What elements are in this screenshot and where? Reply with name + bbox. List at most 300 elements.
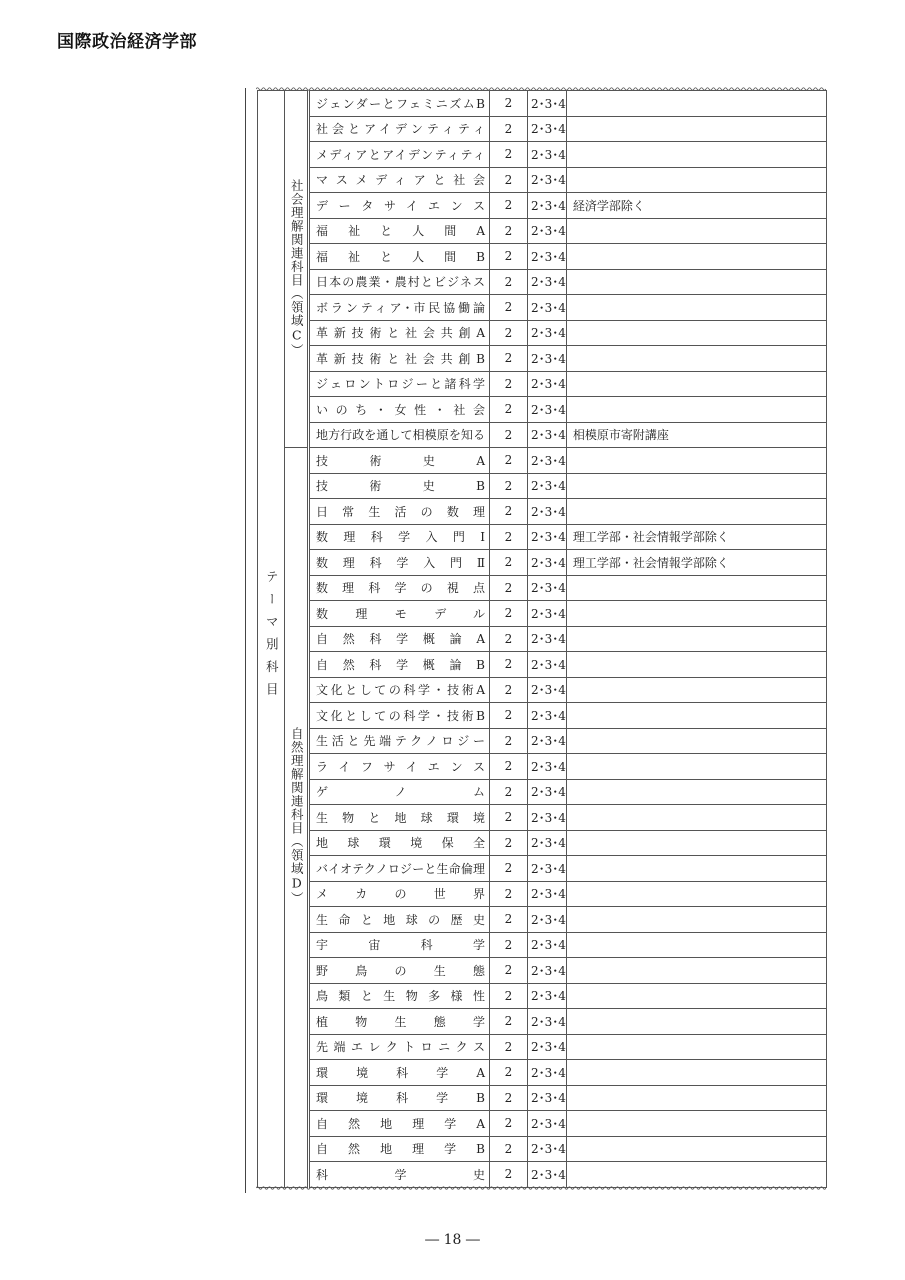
course-note-cell [566, 91, 826, 117]
table-row [258, 473, 827, 499]
course-name-cell [310, 626, 490, 652]
course-note-cell [566, 958, 826, 984]
course-note-cell [566, 779, 826, 805]
table-row [258, 575, 827, 601]
course-name: 自然科学概論B [316, 657, 485, 672]
course-credits-cell [490, 448, 528, 474]
course-note-cell [566, 269, 826, 295]
course-name: 社会とアイデンティティ [316, 122, 485, 137]
table-row [258, 1111, 827, 1137]
course-name: 数理科学入門Ⅱ [316, 555, 485, 570]
course-name-cell [310, 499, 490, 525]
course-note-cell [566, 1060, 826, 1086]
course-name-cell [310, 142, 490, 168]
course-years-cell [528, 320, 567, 346]
course-credits: 2 [504, 1014, 513, 1029]
course-years: 2･3･4 [531, 734, 566, 749]
table-row [258, 1162, 827, 1188]
course-name: 自然科学概論A [316, 632, 485, 647]
course-name-cell [310, 167, 490, 193]
left-margin-rule [245, 88, 246, 1193]
course-note: 理工学部・社会情報学部除く [572, 530, 729, 545]
table-row [258, 371, 827, 397]
course-note-cell [566, 652, 826, 678]
course-note-cell [566, 346, 826, 372]
table-row [258, 218, 827, 244]
course-note-cell [566, 907, 826, 933]
table-row [258, 397, 827, 423]
course-years: 2･3･4 [531, 147, 566, 162]
course-name-cell [310, 371, 490, 397]
course-note-cell [566, 295, 826, 321]
course-name: 環境科学B [316, 1091, 485, 1106]
course-name-cell [310, 320, 490, 346]
table-row [258, 269, 827, 295]
course-credits: 2 [504, 504, 513, 519]
course-name-cell [310, 91, 490, 117]
course-credits-cell [490, 779, 528, 805]
course-credits: 2 [504, 147, 513, 162]
table-row [258, 983, 827, 1009]
course-note-cell [566, 830, 826, 856]
course-years: 2･3･4 [531, 759, 566, 774]
course-name: 地方行政を通して相模原を知る [316, 428, 485, 443]
course-note-cell [566, 1162, 826, 1188]
course-years-cell [528, 1085, 567, 1111]
course-credits-cell [490, 626, 528, 652]
course-credits-cell [490, 346, 528, 372]
course-credits: 2 [504, 759, 513, 774]
course-note-cell [566, 728, 826, 754]
course-credits-cell [490, 218, 528, 244]
course-credits-cell [490, 907, 528, 933]
course-note-cell [566, 397, 826, 423]
course-note: 理工学部・社会情報学部除く [572, 555, 729, 570]
course-years: 2･3･4 [531, 224, 566, 239]
course-note-cell [566, 448, 826, 474]
course-name: ジェロントロジーと諸科学 [316, 377, 485, 392]
course-credits: 2 [504, 1167, 513, 1182]
course-years: 2･3･4 [531, 785, 566, 800]
course-note-cell [566, 116, 826, 142]
course-credits-cell [490, 499, 528, 525]
course-name: マスメディアと社会 [316, 173, 485, 188]
course-years-cell [528, 550, 567, 576]
course-name: 技術史B [316, 479, 485, 494]
course-name-cell [310, 295, 490, 321]
course-credits-cell [490, 295, 528, 321]
course-name: 生物と地球環境 [316, 810, 485, 825]
table-row [258, 244, 827, 270]
course-name-cell [310, 907, 490, 933]
course-name: 植物生態学 [316, 1014, 485, 1029]
wavy-break-bottom [256, 1185, 826, 1191]
course-note-cell [566, 626, 826, 652]
table-row [258, 703, 827, 729]
course-years-cell [528, 1111, 567, 1137]
course-years: 2･3･4 [531, 1142, 566, 1157]
course-name-cell [310, 754, 490, 780]
course-name-cell [310, 1060, 490, 1086]
course-note-cell [566, 371, 826, 397]
course-name: 日常生活の数理 [316, 504, 485, 519]
course-name-cell [310, 881, 490, 907]
table-row [258, 91, 827, 117]
course-credits: 2 [504, 249, 513, 264]
course-years: 2･3･4 [531, 938, 566, 953]
course-note-cell [566, 473, 826, 499]
course-years-cell [528, 856, 567, 882]
course-years-cell [528, 218, 567, 244]
course-name-cell [310, 550, 490, 576]
table-row [258, 601, 827, 627]
course-name: 鳥類と生物多様性 [316, 989, 485, 1004]
course-note-cell [566, 932, 826, 958]
course-credits-cell [490, 652, 528, 678]
course-credits: 2 [504, 963, 513, 978]
course-years: 2･3･4 [531, 504, 566, 519]
course-years-cell [528, 346, 567, 372]
course-credits: 2 [504, 886, 513, 901]
course-name-cell [310, 779, 490, 805]
course-years-cell [528, 1162, 567, 1188]
course-credits: 2 [504, 427, 513, 442]
course-name-cell [310, 601, 490, 627]
course-years-cell [528, 116, 567, 142]
course-credits: 2 [504, 172, 513, 187]
course-name-cell [310, 983, 490, 1009]
course-note-cell [566, 1009, 826, 1035]
table-row [258, 1009, 827, 1035]
course-name-cell [310, 1136, 490, 1162]
course-years-cell [528, 193, 567, 219]
course-name: 科学史 [316, 1167, 485, 1182]
course-credits: 2 [504, 198, 513, 213]
course-years: 2･3･4 [531, 1091, 566, 1106]
course-credits: 2 [504, 96, 513, 111]
course-name: 数理科学入門Ⅰ [316, 530, 485, 545]
course-credits: 2 [504, 1141, 513, 1156]
course-credits: 2 [504, 1065, 513, 1080]
course-years-cell [528, 244, 567, 270]
course-note-cell [566, 575, 826, 601]
course-years: 2･3･4 [531, 989, 566, 1004]
table-row [258, 167, 827, 193]
course-name: 日本の農業・農村とビジネス [316, 275, 485, 290]
course-note-cell [566, 856, 826, 882]
course-years-cell [528, 779, 567, 805]
category-c-cell [285, 91, 308, 448]
course-note: 相模原市寄附講座 [572, 428, 669, 443]
course-years-cell [528, 677, 567, 703]
course-years-cell [528, 703, 567, 729]
course-years: 2･3･4 [531, 555, 566, 570]
theme-category-label: テーマ別科目 [264, 569, 280, 705]
course-name: メカの世界 [316, 887, 485, 902]
course-name-cell [310, 856, 490, 882]
course-credits: 2 [504, 708, 513, 723]
course-years: 2･3･4 [531, 632, 566, 647]
course-years: 2･3･4 [531, 428, 566, 443]
course-name: 革新技術と社会共創B [316, 351, 485, 366]
course-years: 2･3･4 [531, 963, 566, 978]
course-name-cell [310, 728, 490, 754]
course-years: 2･3･4 [531, 173, 566, 188]
course-years-cell [528, 830, 567, 856]
course-credits: 2 [504, 555, 513, 570]
course-credits-cell [490, 193, 528, 219]
course-years-cell [528, 754, 567, 780]
course-years-cell [528, 295, 567, 321]
course-years-cell [528, 1136, 567, 1162]
course-credits-cell [490, 703, 528, 729]
course-years: 2･3･4 [531, 275, 566, 290]
course-years-cell [528, 805, 567, 831]
course-note-cell [566, 524, 826, 550]
course-credits-cell [490, 805, 528, 831]
course-years: 2･3･4 [531, 453, 566, 468]
table-row [258, 932, 827, 958]
course-credits: 2 [504, 402, 513, 417]
course-name: 福祉と人間A [316, 224, 485, 239]
table-row [258, 1034, 827, 1060]
course-credits: 2 [504, 1090, 513, 1105]
course-years: 2･3･4 [531, 708, 566, 723]
table-row [258, 677, 827, 703]
category-c-label: 社会理解関連科目（領域C） [289, 178, 305, 357]
course-credits-cell [490, 932, 528, 958]
course-name: 生命と地球の歴史 [316, 912, 485, 927]
course-years-cell [528, 1060, 567, 1086]
course-years: 2･3･4 [531, 479, 566, 494]
course-credits: 2 [504, 580, 513, 595]
course-years: 2･3･4 [531, 122, 566, 137]
course-note-cell [566, 218, 826, 244]
category-d-label: 自然理解関連科目（領域D） [289, 726, 305, 905]
table-row [258, 856, 827, 882]
course-note-cell [566, 320, 826, 346]
table-row [258, 346, 827, 372]
course-years: 2･3･4 [531, 300, 566, 315]
course-credits: 2 [504, 784, 513, 799]
course-name: 技術史A [316, 453, 485, 468]
table-row [258, 779, 827, 805]
course-name-cell [310, 830, 490, 856]
course-credits: 2 [504, 682, 513, 697]
course-years: 2･3･4 [531, 1167, 566, 1182]
course-note-cell [566, 703, 826, 729]
course-name-cell [310, 958, 490, 984]
course-name-cell [310, 193, 490, 219]
course-name-cell [310, 575, 490, 601]
course-name-cell [310, 1034, 490, 1060]
course-credits: 2 [504, 274, 513, 289]
table-row [258, 142, 827, 168]
course-credits-cell [490, 575, 528, 601]
course-note: 経済学部除く [572, 198, 645, 213]
course-note-cell [566, 550, 826, 576]
table-row [258, 1085, 827, 1111]
course-years: 2･3･4 [531, 657, 566, 672]
course-years-cell [528, 881, 567, 907]
course-credits-cell [490, 142, 528, 168]
course-name: ライフサイエンス [316, 759, 485, 774]
course-note-cell [566, 1034, 826, 1060]
course-credits: 2 [504, 351, 513, 366]
course-years: 2･3･4 [531, 887, 566, 902]
course-name-cell [310, 448, 490, 474]
course-credits-cell [490, 167, 528, 193]
course-credits-cell [490, 958, 528, 984]
course-credits-cell [490, 1162, 528, 1188]
course-years-cell [528, 269, 567, 295]
course-credits-cell [490, 550, 528, 576]
course-credits: 2 [504, 631, 513, 646]
course-credits-cell [490, 524, 528, 550]
course-note-cell [566, 754, 826, 780]
course-name-cell [310, 703, 490, 729]
course-years-cell [528, 1009, 567, 1035]
course-name-cell [310, 116, 490, 142]
table-row [258, 754, 827, 780]
course-credits-cell [490, 856, 528, 882]
course-credits-cell [490, 754, 528, 780]
table-row [258, 830, 827, 856]
course-credits: 2 [504, 223, 513, 238]
course-years: 2･3･4 [531, 836, 566, 851]
course-name: ゲノム [316, 785, 485, 800]
course-years: 2･3･4 [531, 606, 566, 621]
course-credits: 2 [504, 606, 513, 621]
course-years-cell [528, 499, 567, 525]
course-years-cell [528, 601, 567, 627]
course-name-cell [310, 805, 490, 831]
table-row [258, 1136, 827, 1162]
course-note-cell [566, 244, 826, 270]
course-note-cell [566, 881, 826, 907]
course-credits-cell [490, 1136, 528, 1162]
course-credits: 2 [504, 478, 513, 493]
course-credits-cell [490, 601, 528, 627]
course-name-cell [310, 1085, 490, 1111]
course-credits-cell [490, 1060, 528, 1086]
table-row [258, 116, 827, 142]
course-credits-cell [490, 677, 528, 703]
theme-category-cell [258, 91, 285, 1188]
course-credits-cell [490, 422, 528, 448]
course-years-cell [528, 1034, 567, 1060]
course-table-body [258, 91, 827, 1188]
course-years: 2･3･4 [531, 861, 566, 876]
course-years-cell [528, 167, 567, 193]
course-name: 先端エレクトロニクス [316, 1040, 485, 1055]
course-years: 2･3･4 [531, 326, 566, 341]
course-name: 文化としての科学・技術A [316, 683, 485, 698]
course-years-cell [528, 958, 567, 984]
table-row [258, 499, 827, 525]
table-row [258, 448, 827, 474]
course-name: ジェンダーとフェミニズムB [316, 96, 485, 111]
course-credits-cell [490, 269, 528, 295]
course-note-cell [566, 601, 826, 627]
course-name-cell [310, 652, 490, 678]
course-years: 2･3･4 [531, 1065, 566, 1080]
table-row [258, 881, 827, 907]
course-note-cell [566, 983, 826, 1009]
course-credits: 2 [504, 733, 513, 748]
course-years-cell [528, 932, 567, 958]
course-years-cell [528, 397, 567, 423]
course-years-cell [528, 907, 567, 933]
table-row [258, 320, 827, 346]
course-years: 2･3･4 [531, 530, 566, 545]
course-credits: 2 [504, 121, 513, 136]
table-row [258, 1060, 827, 1086]
course-years-cell [528, 422, 567, 448]
course-years: 2･3･4 [531, 249, 566, 264]
course-years: 2･3･4 [531, 810, 566, 825]
course-name-cell [310, 244, 490, 270]
course-credits: 2 [504, 529, 513, 544]
course-name: 環境科学A [316, 1065, 485, 1080]
table-row [258, 193, 827, 219]
course-name-cell [310, 1111, 490, 1137]
course-years: 2･3･4 [531, 1116, 566, 1131]
course-credits-cell [490, 371, 528, 397]
course-name: いのち・女性・社会 [316, 402, 485, 417]
course-credits: 2 [504, 937, 513, 952]
table-row [258, 422, 827, 448]
page-number: ― 18 ― [425, 1232, 480, 1248]
course-note-cell [566, 142, 826, 168]
course-name-cell [310, 932, 490, 958]
course-note-cell [566, 1111, 826, 1137]
course-note-cell [566, 167, 826, 193]
course-years: 2･3･4 [531, 683, 566, 698]
course-note-cell [566, 193, 826, 219]
course-years-cell [528, 652, 567, 678]
course-note-cell [566, 677, 826, 703]
course-credits: 2 [504, 1116, 513, 1131]
course-years-cell [528, 728, 567, 754]
course-table [257, 90, 827, 1188]
course-credits: 2 [504, 810, 513, 825]
course-years: 2･3･4 [531, 912, 566, 927]
course-name-cell [310, 218, 490, 244]
course-credits-cell [490, 1111, 528, 1137]
course-credits: 2 [504, 861, 513, 876]
course-credits: 2 [504, 453, 513, 468]
course-name: 文化としての科学・技術B [316, 708, 485, 723]
course-years: 2･3･4 [531, 1040, 566, 1055]
course-years-cell [528, 524, 567, 550]
course-name-cell [310, 524, 490, 550]
course-name-cell [310, 346, 490, 372]
course-credits-cell [490, 1009, 528, 1035]
course-years-cell [528, 142, 567, 168]
course-name: データサイエンス [316, 198, 485, 213]
course-name-cell [310, 269, 490, 295]
course-years-cell [528, 983, 567, 1009]
table-row [258, 524, 827, 550]
course-years: 2･3･4 [531, 377, 566, 392]
course-credits-cell [490, 1085, 528, 1111]
course-name-cell [310, 473, 490, 499]
course-credits: 2 [504, 1039, 513, 1054]
table-row [258, 805, 827, 831]
course-credits-cell [490, 1034, 528, 1060]
course-years-cell [528, 91, 567, 117]
